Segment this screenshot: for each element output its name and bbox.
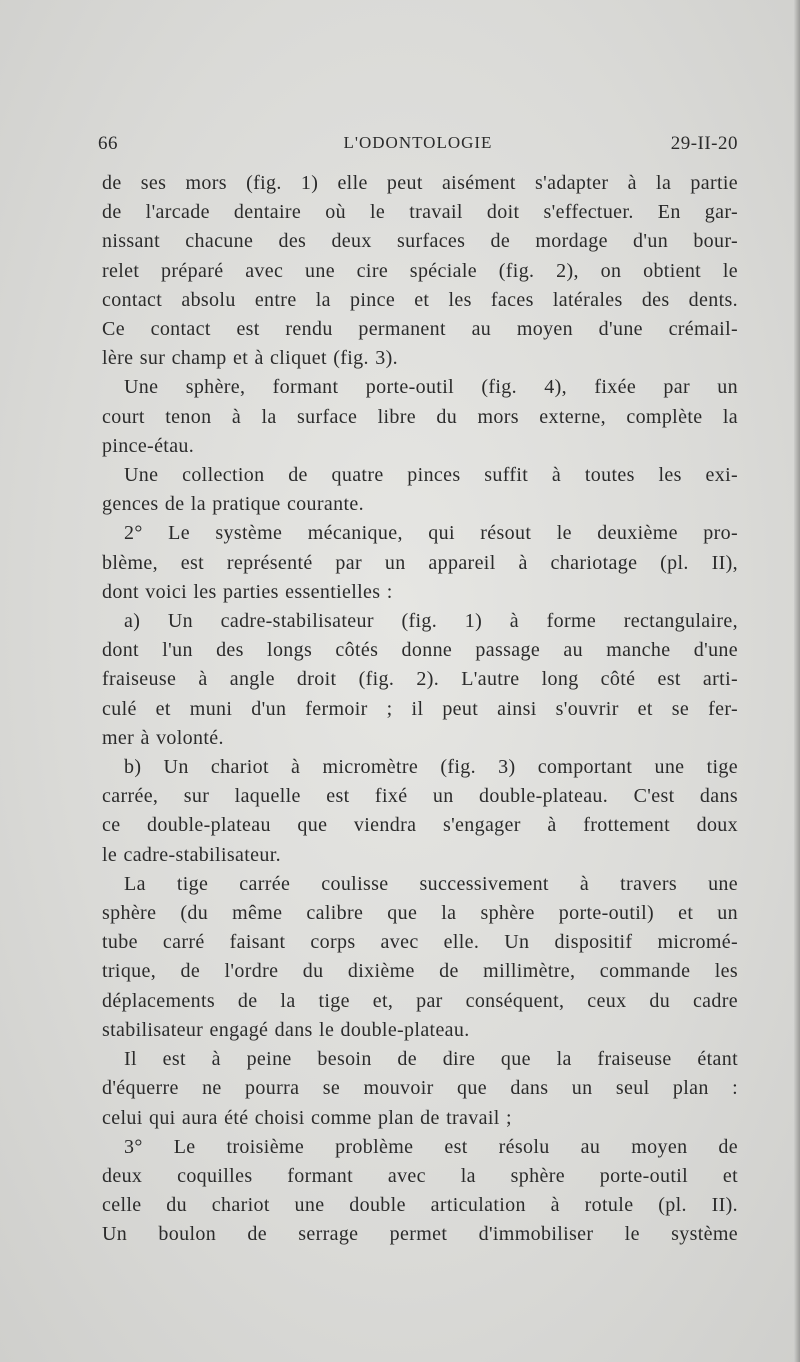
text-line: nissant chacune des deux surfaces de mordage d'un bour- — [102, 230, 738, 253]
text-line: d'équerre ne pourra se mouvoir que dans un seul plan : — [102, 1077, 738, 1100]
text-line: pince-étau. — [102, 434, 195, 457]
running-header — [98, 133, 738, 161]
page-number: 66 — [98, 133, 118, 154]
body-text — [102, 169, 738, 1250]
text-line: relet préparé avec une cire spéciale (fig. 2), on obtient le — [102, 259, 738, 282]
text-line: gences de la pratique courante. — [102, 493, 364, 516]
text-line: dont voici les parties essentielles : — [102, 580, 393, 603]
text-line: ce double-plateau que viendra s'engager à frottement doux — [102, 814, 738, 837]
text-line: lère sur champ et à cliquet (fig. 3). — [102, 347, 398, 370]
text-line: trique, de l'ordre du dixième de millimètre, commande les — [102, 960, 738, 983]
text-line: Une collection de quatre pinces suffit à toutes les exi- — [124, 464, 738, 487]
text-line: déplacements de la tige et, par conséquent, ceux du cadre — [102, 989, 738, 1012]
text-line: carrée, sur laquelle est fixé un double-plateau. C'est dans — [102, 785, 738, 808]
text-line: stabilisateur engagé dans le double-plateau. — [102, 1018, 470, 1041]
text-line: Il est à peine besoin de dire que la fraiseuse étant — [124, 1048, 738, 1071]
text-line: a) Un cadre-stabilisateur (fig. 1) à forme rectangulaire, — [124, 610, 738, 633]
text-line: sphère (du même calibre que la sphère porte-outil) et un — [102, 902, 738, 925]
issue-date: 29-II-20 — [670, 133, 738, 154]
text-line: blème, est représenté par un appareil à chariotage (pl. II), — [102, 551, 738, 574]
text-line: deux coquilles formant avec la sphère porte-outil et — [102, 1164, 738, 1187]
text-line: Un boulon de serrage permet d'immobiliser le système — [102, 1223, 738, 1246]
journal-title: L'ODONTOLOGIE — [343, 133, 493, 152]
text-line: celui qui aura été choisi comme plan de travail ; — [102, 1106, 512, 1129]
text-line: celle du chariot une double articulation à rotule (pl. II). — [102, 1194, 738, 1217]
text-line: fraiseuse à angle droit (fig. 2). L'autre long côté est arti- — [102, 668, 738, 691]
text-line: 3° Le troisième problème est résolu au moyen de — [124, 1135, 738, 1158]
text-line: de l'arcade dentaire où le travail doit s'effectuer. En gar- — [102, 201, 738, 224]
text-line: b) Un chariot à micromètre (fig. 3) comportant une tige — [124, 756, 738, 779]
text-line: tube carré faisant corps avec elle. Un dispositif micromé- — [102, 931, 738, 954]
page-edge — [794, 0, 800, 1362]
text-line: de ses mors (fig. 1) elle peut aisément s'adapter à la partie — [102, 172, 738, 194]
text-line: culé et muni d'un fermoir ; il peut ainsi s'ouvrir et se fer- — [102, 697, 738, 720]
text-line: dont l'un des longs côtés donne passage au manche d'une — [102, 639, 738, 662]
text-line: court tenon à la surface libre du mors externe, complète la — [102, 405, 738, 428]
text-line: contact absolu entre la pince et les faces latérales des dents. — [102, 288, 738, 311]
text-line: Ce contact est rendu permanent au moyen d'une crémail- — [102, 318, 738, 341]
text-line: 2° Le système mécanique, qui résout le deuxième pro- — [124, 522, 738, 545]
text-line: le cadre-stabilisateur. — [102, 843, 281, 866]
text-line: mer à volonté. — [102, 726, 224, 749]
text-line: La tige carrée coulisse successivement à travers une — [124, 872, 738, 895]
text-line: Une sphère, formant porte-outil (fig. 4), fixée par un — [124, 376, 738, 399]
